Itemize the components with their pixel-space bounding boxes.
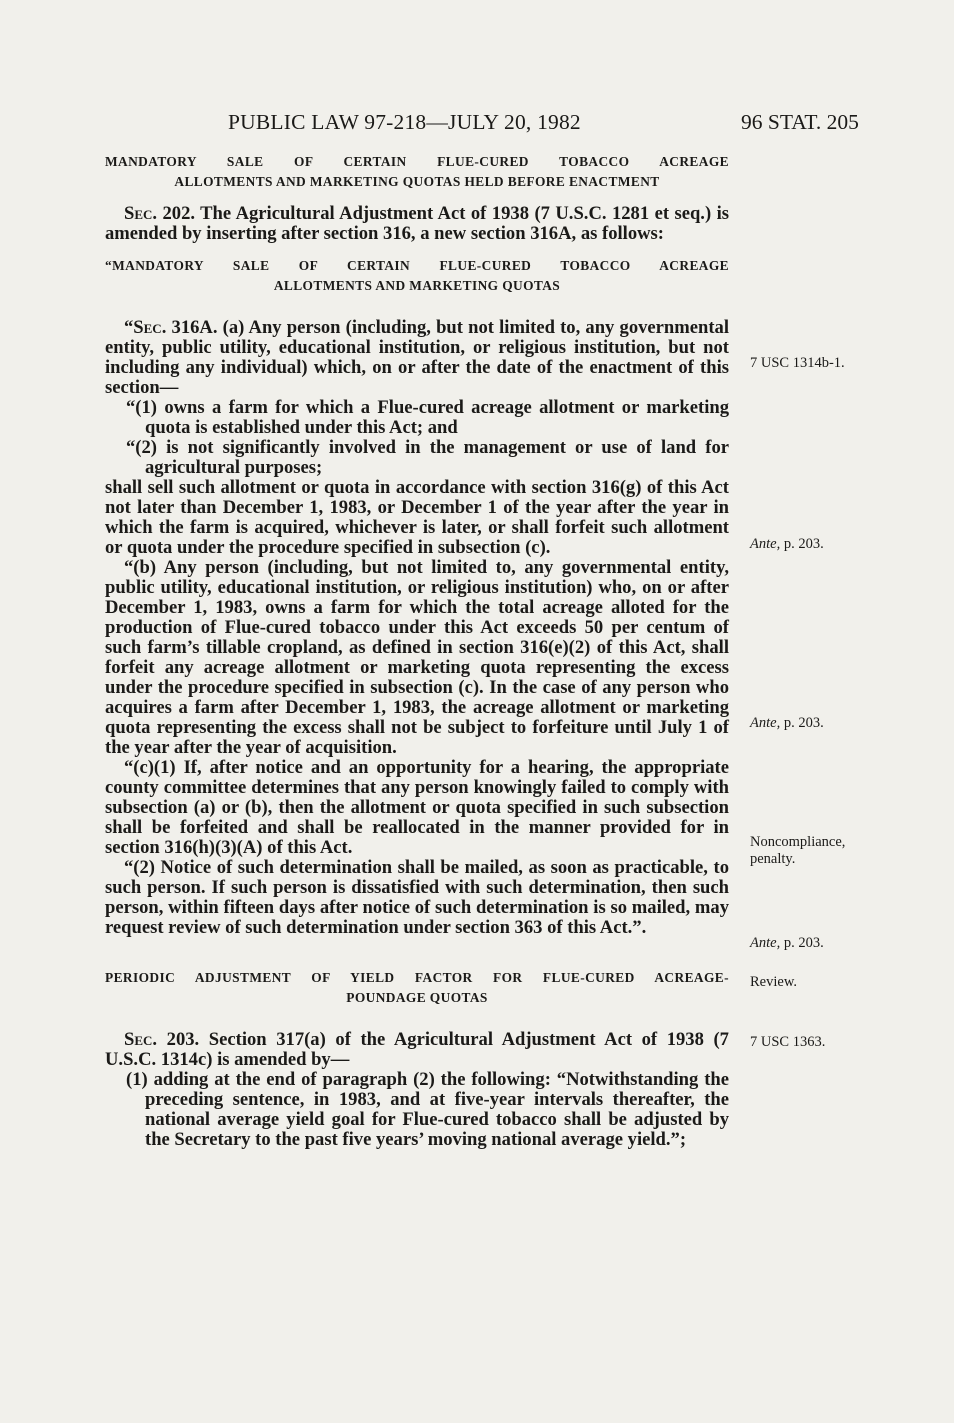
margin-note-ante (750, 715, 824, 732)
header-stat-page: 96 STAT. 205 (741, 110, 859, 134)
page-header (0, 110, 954, 140)
sec-316a-subsection-b: “(b) Any person (including, but not limited to, any governmental entity, public utility, educational institution, or religious institution) who, on or after December 1, 1983, owns a farm for which the total acreage alloted for the production of Flue-cured tobacco under this Act exceeds 50 per centum of such farm’s tillable cropland, as defined in section 316(e)(2) of this Act, shall forfeit any acreage allotment or marketing quota representing the excess under the procedure specified in subsection (c). In the case of any person who acquires a farm after December 1, 1983, the acreage allotment or marketing quota representing the excess shall not be subject to forfeiture until July 1 of the year after the year of acquisition. (105, 557, 729, 758)
margin-note-review: Review. (750, 974, 797, 990)
paragraph-text: (a) Any person (including, but not limited to, any governmental entity, public utility, educational institution, or religious institution, but not including any individual) which, on or after the date of the enactment of this section— (105, 317, 729, 398)
section-heading-inserted (105, 256, 729, 296)
margin-italic: Ante, (750, 935, 781, 951)
margin-note-ante (750, 935, 824, 952)
header-title: PUBLIC LAW 97-218—JULY 20, 1982 (228, 110, 581, 134)
sec-316a-subsection-c2: “(2) Notice of such determination shall be mailed, as soon as practicable, to such person. If such person is dissatisfied with such determination, then such person, within fifteen days after notice of such determination is so mailed, may request review of such determination under section 363 of this Act.”. (105, 857, 729, 938)
heading-line: POUNDAGE QUOTAS (346, 990, 488, 1005)
margin-text: p. 203. (780, 935, 824, 951)
paragraph-item: (1) adding at the end of paragraph (2) the following: “Notwithstanding the preceding sentence, in 1983, and at five-year intervals thereafter, the national average yield goal for Flue-cured tobacco shall be adjusted by the Secretary to the past five years’ moving national average yield.”; (126, 1069, 729, 1150)
heading-line: “MANDATORY SALE OF CERTAIN FLUE-CURED TOBACCO ACREAGE (105, 258, 729, 273)
paragraph-item: “(2) is not significantly involved in the management or use of land for agricultural purposes; (126, 437, 729, 478)
margin-text: p. 203. (780, 715, 824, 731)
section-label: “Sec. 316A. (124, 317, 218, 338)
main-text-column (105, 152, 729, 1150)
sec-203-paragraph (105, 1030, 729, 1070)
paragraph-text: The Agricultural Adjustment Act of 1938 (7 U.S.C. 1281 et seq.) is amended by inserting after section 316, a new section 316A, as follows: (105, 203, 729, 244)
margin-note-usc: 7 USC 1314b-1. (750, 355, 845, 371)
section-label: Sec. 203. (124, 1029, 200, 1050)
section-label: Sec. 202. (124, 203, 196, 224)
margin-italic: Ante, (750, 715, 781, 731)
section-heading-yield-factor (105, 968, 729, 1008)
margin-note-usc: 7 USC 1363. (750, 1034, 826, 1050)
heading-line: ALLOTMENTS AND MARKETING QUOTAS (273, 278, 561, 293)
paragraph-text: Section 317(a) of the Agricultural Adjustment Act of 1938 (7 U.S.C. 1314c) is amended by— (105, 1029, 729, 1070)
section-heading-mandatory-sale (105, 152, 729, 192)
heading-line: ALLOTMENTS AND MARKETING QUOTAS HELD BEFORE ENACTMENT (174, 174, 660, 189)
margin-note-noncompliance: Noncompliance, penalty. (750, 834, 846, 867)
heading-line: PERIODIC ADJUSTMENT OF YIELD FACTOR FOR FLUE-CURED ACREAGE- (105, 970, 729, 985)
margin-note-ante (750, 536, 824, 553)
paragraph-item: “(1) owns a farm for which a Flue-cured acreage allotment or marketing quota is established under this Act; and (126, 397, 729, 438)
heading-line: MANDATORY SALE OF CERTAIN FLUE-CURED TOBACCO ACREAGE (105, 154, 729, 169)
sec-316a-subsection-c1: “(c)(1) If, after notice and an opportunity for a hearing, the appropriate county committee determines that any person knowingly failed to comply with subsection (a) or (b), then the allotment or quota specified in such subsection shall be forfeited and shall be reallocated in the manner provided for in section 316(h)(3)(A) of this Act. (105, 757, 729, 858)
paragraph-text: shall sell such allotment or quota in accordance with section 316(g) of this Act not later than December 1, 1983, or December 1 of the year after the year in which the farm is acquired, whichever is later, or shall forfeit such allotment or quota under the procedure specified in subsection (c). (105, 477, 729, 558)
margin-text: p. 203. (780, 536, 824, 552)
sec-202-paragraph (105, 204, 729, 244)
sec-316a-subsection-a (105, 318, 729, 398)
margin-italic: Ante, (750, 536, 781, 552)
